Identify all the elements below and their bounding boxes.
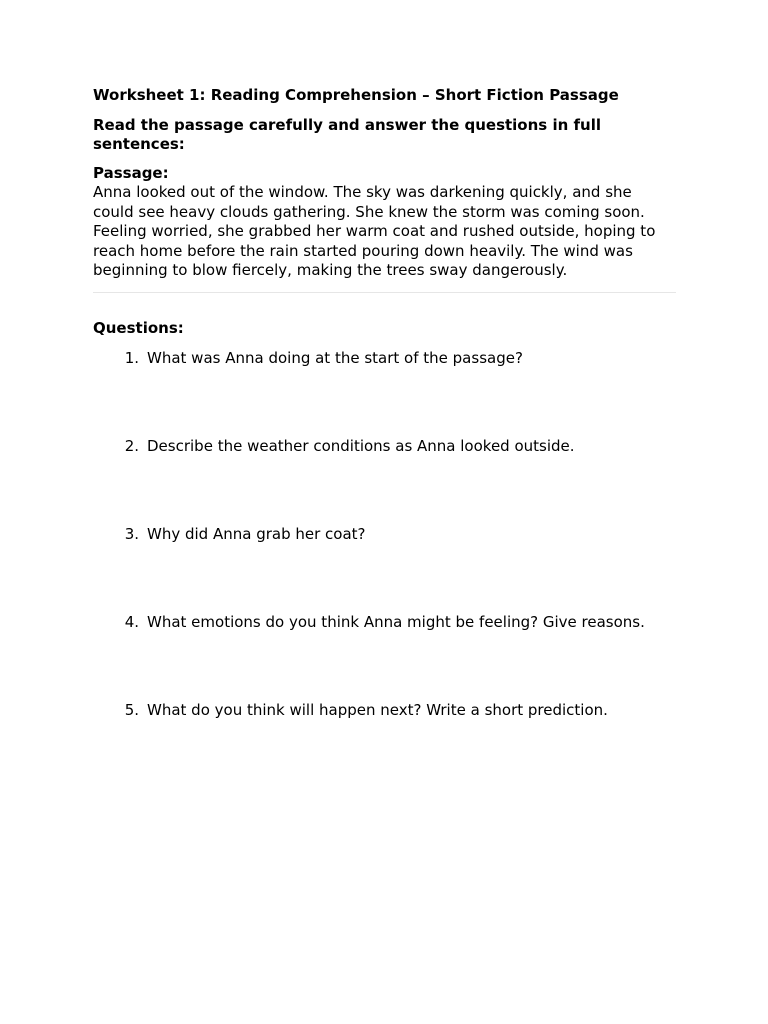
passage-label: Passage: [93,164,169,182]
question-number: 2. [124,436,139,455]
question-item [93,349,676,437]
question-text: What emotions do you think Anna might be feeling? Give reasons. [147,612,645,631]
question-item [93,525,676,613]
worksheet-title: Worksheet 1: Reading Comprehension – Short Fiction Passage [93,86,619,104]
question-text: Why did Anna grab her coat? [147,524,366,543]
question-text: Describe the weather conditions as Anna looked outside. [147,436,575,455]
question-text: What do you think will happen next? Write a short prediction. [147,700,608,719]
question-item [93,437,676,525]
question-text: What was Anna doing at the start of the passage? [147,348,523,367]
questions-label: Questions: [93,318,184,337]
question-item [93,701,676,789]
question-number: 1. [124,348,139,367]
question-list [93,349,676,789]
question-number: 5. [124,700,139,719]
question-number: 3. [124,524,139,543]
passage-text: Anna looked out of the window. The sky was darkening quickly, and she could see heavy clouds gathering. She knew the storm was coming soon. Feeling worried, she grabbed her warm coat and rushed outside, hoping to reach home before the rain started pouring down heavily. The wind was beginning to blow fiercely, making the trees sway dangerously. [93,183,656,280]
question-item [93,613,676,701]
question-number: 4. [124,612,139,631]
worksheet-page [93,86,676,789]
worksheet-instructions: Read the passage carefully and answer the questions in full sentences: [93,116,601,153]
section-divider [93,292,676,293]
